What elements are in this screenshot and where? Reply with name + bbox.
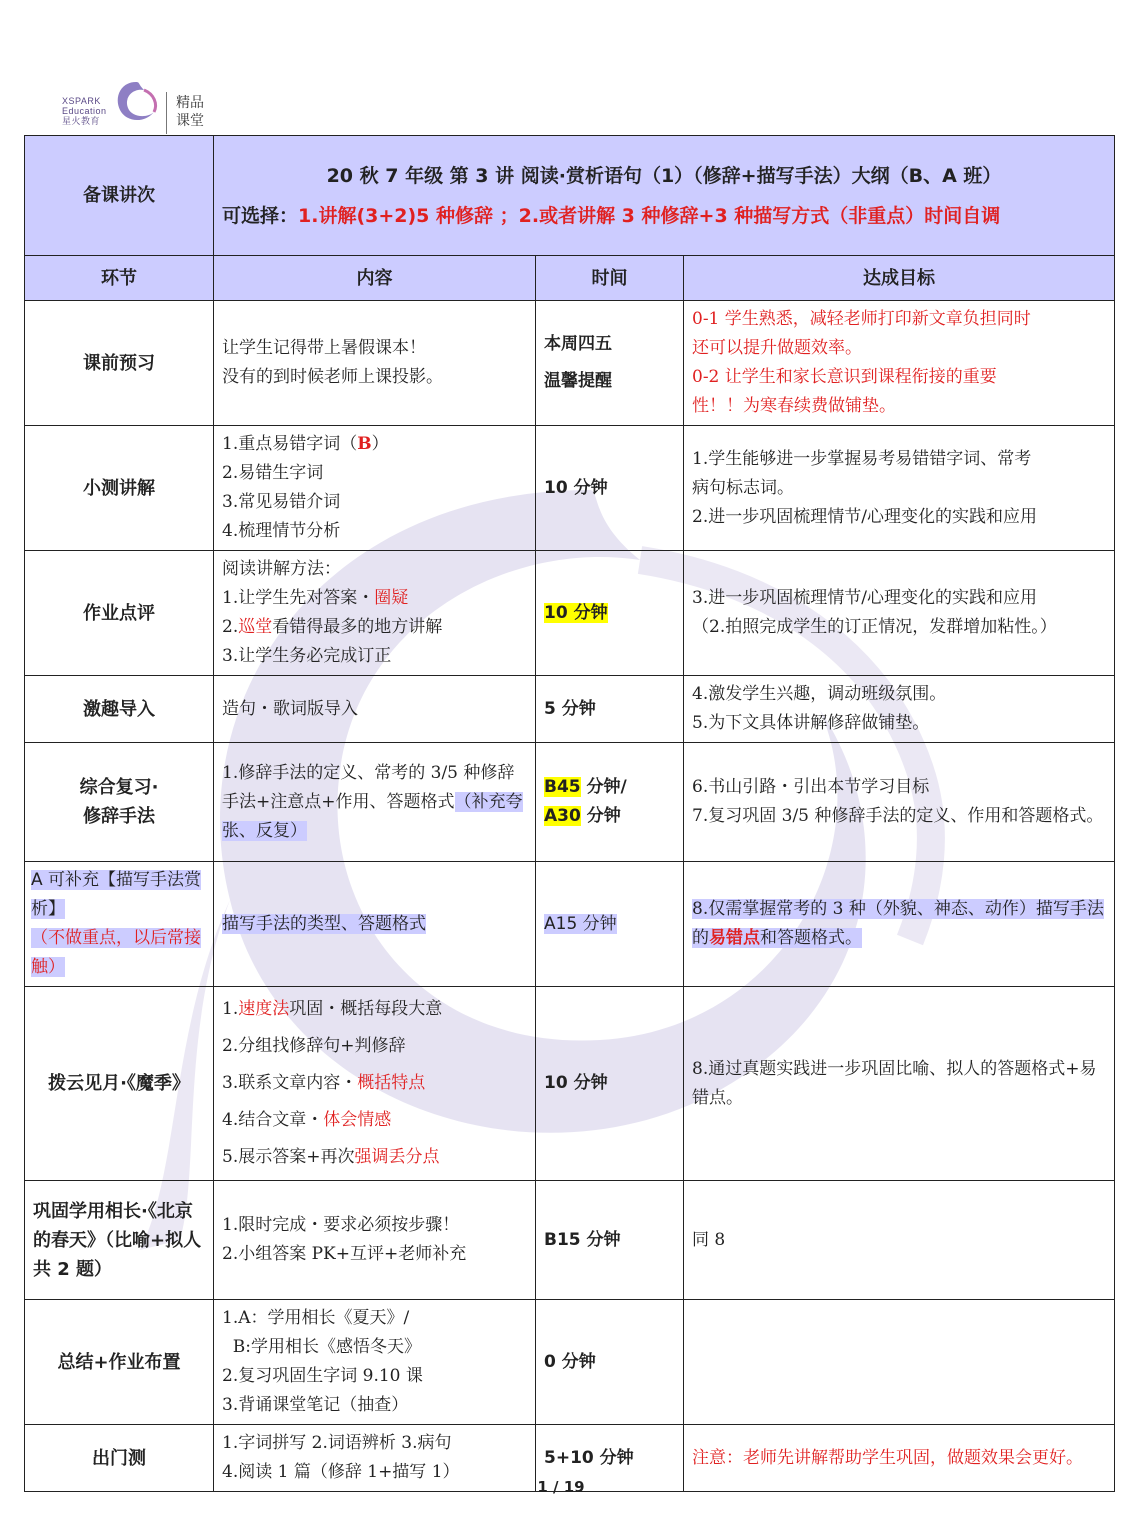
content-cell [214, 1300, 536, 1425]
lesson-options [222, 201, 1106, 231]
time-highlight: A15 分钟 [544, 913, 617, 934]
content-cell [214, 551, 536, 676]
logo-en-2: Education [62, 106, 107, 116]
time-cell: 5 分钟 [536, 676, 684, 743]
goal-emphasis: 易错点 [709, 928, 760, 948]
table-row [25, 676, 1115, 743]
content-cell [214, 301, 536, 426]
content-cell [214, 426, 536, 551]
content-line: 2.复习巩固生字词 9.10 课 [222, 1366, 423, 1386]
option-text: 1.讲解(3+2)5 种修辞 ；2.或者讲解 3 种修辞+3 种描写方式（非重点）时间自调 [298, 204, 1001, 227]
stage-label [25, 743, 214, 862]
time-cell [536, 743, 684, 862]
time-cell: 0 分钟 [536, 1300, 684, 1425]
goal-line: 1.学生能够进一步掌握易考易错错字词、常考 [692, 448, 1032, 469]
content-cell [214, 862, 536, 987]
goal-line: 0-2 让学生和家长意识到课程衔接的重要 [692, 367, 997, 387]
header-row [25, 136, 1115, 256]
content-line: 2.分组找修辞句+判修辞 [222, 1036, 406, 1056]
stage-label: 巩固学用相长·《北京的春天》（比喻+拟人共 2 题） [25, 1181, 214, 1300]
goal-line: 2.进一步巩固梳理情节/心理变化的实践和应用 [692, 506, 1037, 527]
content-line: 4.阅读 1 篇（修辞 1+描写 1） [222, 1462, 460, 1482]
stage-label: 拨云见月·《魔季》 [25, 987, 214, 1181]
stage-label: 激趣导入 [25, 676, 214, 743]
page-number: 1 / 19 [537, 1478, 585, 1496]
lesson-title: 20 秋 7 年级 第 3 讲 阅读·赏析语句（1）（修辞+描写手法）大纲（B、A 班） [326, 164, 1002, 187]
stage-label: 小测讲解 [25, 426, 214, 551]
time-text: 分钟 [580, 806, 621, 826]
content-text: 5.展示答案+再次 [222, 1147, 355, 1167]
goal-cell [684, 1300, 1115, 1425]
goal-cell [684, 676, 1115, 743]
content-line [222, 613, 527, 642]
header-title-cell [214, 136, 1115, 256]
content-line: B:学用相长《感悟冬天》 [222, 1337, 422, 1357]
content-line: 4.梳理情节分析 [222, 521, 341, 541]
goal-cell [684, 301, 1115, 426]
option-prefix: 可选择： [222, 204, 299, 227]
goal-line: 5.为下文具体讲解修辞做铺垫。 [692, 713, 930, 733]
logo-cn: 星火教育 [62, 116, 101, 126]
content-line: 2.易错生字词 [222, 463, 324, 483]
content-emphasis: 巡堂 [238, 617, 273, 637]
goal-cell: 注意：老师先讲解帮助学生巩固，做题效果会更好。 [684, 1425, 1115, 1492]
product-name [176, 94, 204, 130]
time-cell: 10 分钟 [536, 426, 684, 551]
time-cell: B15 分钟 [536, 1181, 684, 1300]
time-line: 本周四五 [544, 334, 612, 354]
content-highlight: 描写手法的类型、答题格式 [222, 913, 426, 934]
time-cell [536, 551, 684, 676]
logo-divider [166, 92, 167, 134]
time-text: 分钟/ [580, 777, 627, 797]
col-stage: 环节 [25, 256, 214, 301]
content-line: 阅读讲解方法： [222, 559, 341, 579]
stage-label-optional: A 可补充【描写手法赏析】 [31, 870, 202, 919]
goal-line: 病句标志词。 [692, 477, 794, 498]
content-text: 1. [222, 999, 239, 1019]
table-row [25, 743, 1115, 862]
stage-label-line: 修辞手法 [83, 806, 155, 827]
content-line: 没有的到时候老师上课投影。 [222, 367, 443, 387]
goal-text: 和答题格式。 [760, 928, 862, 948]
goal-cell [684, 743, 1115, 862]
col-goal: 达成目标 [684, 256, 1115, 301]
content-text: 巩固・概括每段大意 [289, 999, 443, 1019]
table-row [25, 301, 1115, 426]
content-emphasis: 概括特点 [357, 1073, 426, 1093]
content-emphasis: 强调丢分点 [354, 1147, 440, 1167]
content-text: ） [371, 434, 389, 454]
goal-line: 还可以提升做题效率。 [692, 338, 862, 358]
content-line: 2.小组答案 PK+互评+老师补充 [222, 1244, 467, 1264]
goal-cell [684, 551, 1115, 676]
stage-label: 作业点评 [25, 551, 214, 676]
content-text: 看错得最多的地方讲解 [272, 617, 443, 637]
goal-line: （2.拍照完成学生的订正情况，发群增加粘性。） [692, 617, 1057, 637]
content-line [222, 430, 527, 459]
table-row [25, 1300, 1115, 1425]
time-cell: 5+10 分钟 [536, 1425, 684, 1492]
col-time: 时间 [536, 256, 684, 301]
goal-cell [684, 862, 1115, 987]
product-name-2: 课堂 [176, 113, 204, 129]
content-emphasis: 体会情感 [323, 1110, 392, 1130]
stage-label-note: （不做重点，以后常接触） [31, 928, 201, 977]
content-emphasis: 速度法 [238, 999, 290, 1019]
stage-label: 总结+作业布置 [25, 1300, 214, 1425]
goal-cell [684, 426, 1115, 551]
content-text: 1.让学生先对答案・ [222, 588, 375, 608]
stage-label [25, 862, 214, 987]
time-line: 温馨提醒 [544, 371, 612, 391]
goal-text: 8.仅需掌握常考的 3 种（外貌、神态、动作）描写手法的 [692, 899, 1104, 948]
content-text: 1.修辞手法的定义、常考的 3/5 种修辞手法+注意点+作用、答题格式 [222, 762, 515, 812]
header-label: 备课讲次 [25, 136, 214, 256]
col-content: 内容 [214, 256, 536, 301]
table-row [25, 1181, 1115, 1300]
content-cell [214, 987, 536, 1181]
time-cell [536, 301, 684, 426]
product-name-1: 精品 [176, 95, 204, 111]
content-line: 3.背诵课堂笔记（抽查） [222, 1395, 409, 1415]
content-text: 3.联系文章内容・ [222, 1073, 358, 1093]
content-line: 1.A：学用相长《夏天》/ [222, 1308, 410, 1328]
time-class-b: B45 [544, 777, 581, 797]
content-line: 1.限时完成・要求必须按步骤！ [222, 1215, 460, 1235]
goal-line: 性！！为寒春续费做铺垫。 [692, 396, 896, 416]
time-cell [536, 862, 684, 987]
goal-cell: 同 8 [684, 1181, 1115, 1300]
content-line: 让学生记得带上暑假课本！ [222, 338, 426, 358]
logo-en-1: XSPARK [62, 96, 101, 106]
time-class-a: A30 [544, 806, 581, 826]
time-highlight: 10 分钟 [544, 602, 608, 623]
stage-label-line: 综合复习· [79, 777, 159, 798]
content-text: 2. [222, 617, 239, 637]
brand-logo [62, 76, 222, 134]
table-row [25, 551, 1115, 676]
logo-swirl-icon [110, 76, 164, 132]
column-header-row [25, 256, 1115, 301]
goal-cell: 8.通过真题实践进一步巩固比喻、拟人的答题格式+易错点。 [684, 987, 1115, 1181]
table-row [25, 987, 1115, 1181]
content-cell: 造句・歌词版导入 [214, 676, 536, 743]
stage-label: 课前预习 [25, 301, 214, 426]
table-row [25, 862, 1115, 987]
content-cell [214, 1181, 536, 1300]
content-cell [214, 743, 536, 862]
content-text: 1.重点易错字词（ [222, 434, 358, 454]
content-line: 1.字词拼写 2.词语辨析 3.病句 [222, 1433, 452, 1453]
content-highlight: （补充夸张、反复） [222, 791, 523, 841]
stage-label: 出门测 [25, 1425, 214, 1492]
content-text: 4.结合文章・ [222, 1110, 324, 1130]
goal-line: 6.书山引路・引出本节学习目标 [692, 777, 930, 797]
table-row [25, 426, 1115, 551]
content-line [222, 584, 527, 613]
content-emphasis: 圈疑 [374, 588, 409, 608]
goal-line: 3.进一步巩固梳理情节/心理变化的实践和应用 [692, 588, 1037, 608]
content-line: 3.常见易错介词 [222, 492, 341, 512]
goal-line: 4.激发学生兴趣，调动班级氛围。 [692, 684, 947, 704]
goal-line: 0-1 学生熟悉，减轻老师打印新文章负担同时 [692, 309, 1031, 329]
logo-text [62, 96, 107, 126]
content-line: 3.让学生务必完成订正 [222, 646, 392, 666]
lesson-plan-table [24, 135, 1115, 1492]
class-mark: B [357, 434, 372, 454]
goal-line: 7.复习巩固 3/5 种修辞手法的定义、作用和答题格式。 [692, 806, 1104, 826]
time-cell: 10 分钟 [536, 987, 684, 1181]
